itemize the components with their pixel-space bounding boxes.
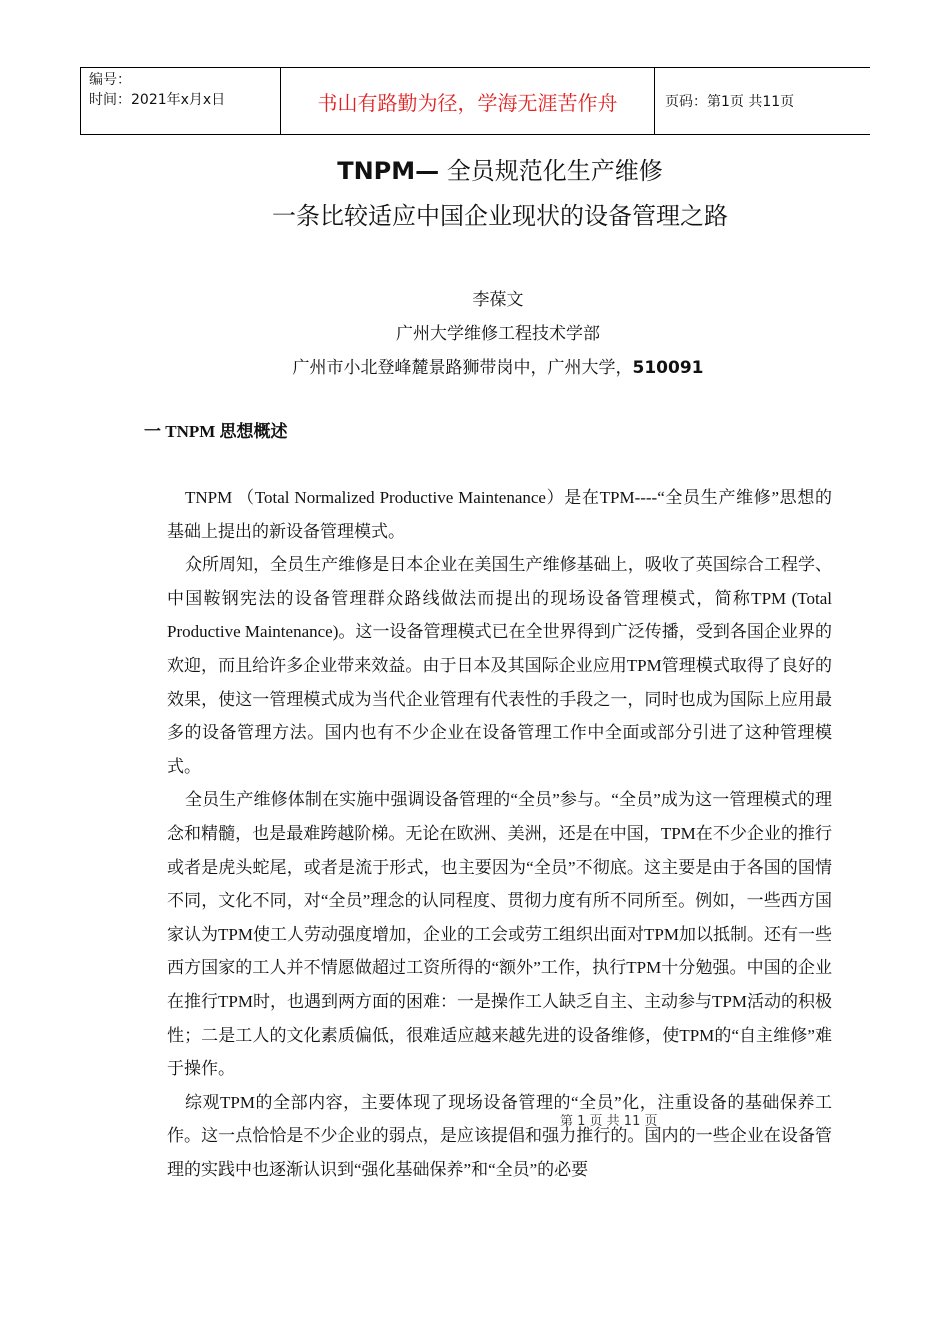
header-meta-cell xyxy=(81,68,281,134)
author-name: 李葆文 xyxy=(472,290,524,310)
author-address xyxy=(0,356,950,380)
header-page-label: 页码：第1页 共11页 xyxy=(665,94,795,110)
paragraph: 全员生产维修体制在实施中强调设备管理的“全员”参与。“全员”成为这一管理模式的理念和精髓，也是最难跨越阶梯。无论在欧洲、美洲，还是在中国，TPM在不少企业的推行或者是虎头蛇尾，或者是流于形式，也主要因为“全员”不彻底。这主要是由于各国的国情不同，文化不同，对“全员”理念的认同程度、贯彻力度有所不同所至。例如，一些西方国家认为TPM使工人劳动强度增加，企业的工会或劳工组织出面对TPM加以抵制。还有一些西方国家的工人并不情愿做超过工资所得的“额外”工作，执行TPM十分勉强。中国的企业在推行TPM时，也遇到两方面的困难：一是操作工人缺乏自主、主动参与TPM活动的积极性；二是工人的文化素质偏低，很难适应越来越先进的设备维修，使TPM的“自主维修”难于操作。 xyxy=(167,790,832,1079)
paragraph: TNPM （Total Normalized Productive Maintenance）是在TPM----“全员生产维修”思想的基础上提出的新设备管理模式。 xyxy=(167,488,832,541)
document-header xyxy=(80,67,870,135)
paragraph: 综观TPM的全部内容，主要体现了现场设备管理的“全员”化，注重设备的基础保养工作。这一点恰恰是不少企业的弱点，是应该提倡和强力推行的。国内的一些企业在设备管理的实践中也逐渐认识到“强化基础保养”和“全员”的必要 xyxy=(167,1092,832,1179)
author-postcode: 510091 xyxy=(632,358,704,378)
header-page-cell xyxy=(655,68,870,134)
author-address-text: 广州市小北登峰麓景路狮带岗中，广州大学， xyxy=(292,358,633,378)
document-time-label: 时间：2021年x月x日 xyxy=(89,92,226,108)
footer-page-number: 第 1 页 共 11 页 xyxy=(560,1114,658,1129)
document-number-label: 编号： xyxy=(89,72,131,88)
document-title-line2: 一条比较适应中国企业现状的设备管理之路 xyxy=(272,202,728,230)
document-title-line1 xyxy=(0,154,950,188)
header-motto: 书山有路勤为径，学海无涯苦作舟 xyxy=(317,90,618,115)
section-heading: 一 TNPM 思想概述 xyxy=(144,422,288,441)
author-affiliation: 广州大学维修工程技术学部 xyxy=(396,324,600,344)
header-motto-cell xyxy=(281,68,655,134)
paragraph: 众所周知，全员生产维修是日本企业在美国生产维修基础上，吸收了英国综合工程学、中国鞍钢宪法的设备管理群众路线做法而提出的现场设备管理模式，简称TPM (Total Productive Maintenance)。这一设备管理模式已在全世界得到广泛传播，受到各国企业界的欢迎，而且给许多企业带来效益。由于日本及其国际企业应用TPM管理模式取得了良好的效果，使这一管理模式成为当代企业管理有代表性的手段之一，同时也成为国际上应用最多的设备管理方法。国内也有不少企业在设备管理工作中全面或部分引进了这种管理模式。 xyxy=(167,555,832,776)
body-text xyxy=(167,481,832,1186)
title-line1-text: 全员规范化生产维修 xyxy=(439,157,663,185)
title-acronym: TNPM— xyxy=(337,157,440,185)
